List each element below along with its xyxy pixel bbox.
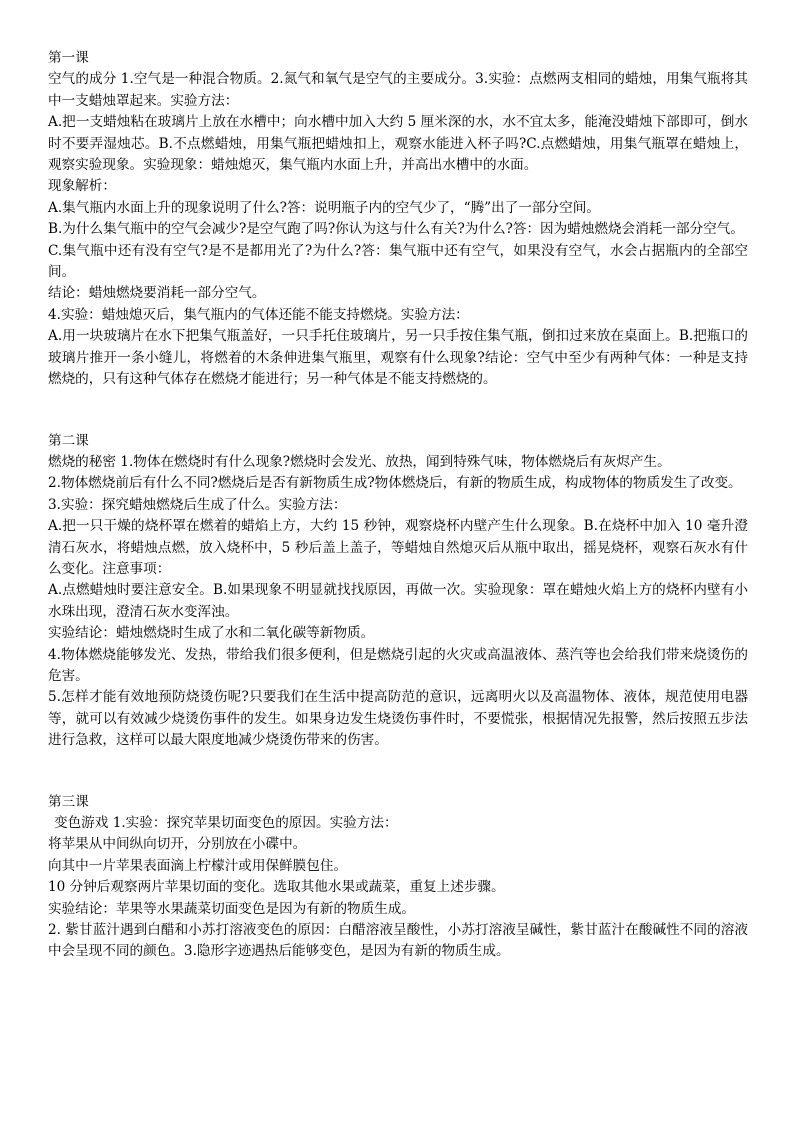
document-page bbox=[48, 48, 748, 963]
lesson-1-paragraph: A.把一支蜡烛粘在玻璃片上放在水槽中；向水槽中加入大约 5 厘米深的水，水不宜太多，能淹没蜡烛下部即可，倒水时不要弄湿烛芯。B.不点燃蜡烛，用集气瓶把蜡烛扣上，观察水能进入杯子吗?C.点燃蜡烛，用集气瓶罩在蜡烛上，观察实验现象。实验现象：蜡烛熄灭，集气瓶内水面上升，并高出水槽中的水面。 bbox=[48, 114, 748, 174]
lesson-1-paragraph: 空气的成分 1.空气是一种混合物质。2.氮气和氧气是空气的主要成分。3.实验：点燃两支相同的蜡烛，用集气瓶将其中一支蜡烛罩起来。实验方法： bbox=[48, 71, 748, 109]
lesson-3-section bbox=[48, 792, 748, 963]
lesson-3-title: 第三课 bbox=[48, 793, 89, 810]
lesson-1-section bbox=[48, 48, 748, 391]
lesson-1-paragraph: 4.实验：蜡烛熄灭后，集气瓶内的气体还能不能支持燃烧。实验方法： bbox=[48, 306, 469, 323]
lesson-3-paragraph: 变色游戏 1.实验：探究苹果切面变色的原因。实验方法： bbox=[54, 815, 398, 831]
lesson-3-paragraph: 2. 紫甘蓝汁遇到白醋和小苏打溶液变色的原因：白醋溶液呈酸性，小苏打溶液呈碱性，紫甘蓝汁在酸碱性不同的溶液中会呈现不同的颜色。3.隐形字迹遇热后能够变色，是因为有新的物质生成。 bbox=[48, 922, 748, 960]
lesson-1-paragraph: B.为什么集气瓶中的空气会减少?是空气跑了吗?你认为这与什么有关?为什么?答：因为蜡烛燃烧会消耗一部分空气。 bbox=[48, 221, 744, 238]
lesson-2-section bbox=[48, 431, 748, 752]
lesson-1-title: 第一课 bbox=[48, 50, 89, 66]
lesson-2-paragraph: 3.实验：探究蜡烛燃烧后生成了什么。实验方法： bbox=[48, 496, 347, 513]
lesson-1-paragraph: C.集气瓶中还有没有空气?是不是都用光了?为什么?答：集气瓶中还有空气，如果没有空气，水会占据瓶内的全部空间。 bbox=[48, 242, 748, 281]
lesson-2-paragraph: 实验结论：蜡烛燃烧时生成了水和二氧化碳等新物质。 bbox=[48, 625, 375, 642]
lesson-1-paragraph: A.用一块玻璃片在水下把集气瓶盖好，一只手托住玻璃片，另一只手按住集气瓶，倒扣过来放在桌面上。B.把瓶口的玻璃片推开一条小缝儿，将燃着的木条伸进集气瓶里，观察有什么现象?结论：空气中至少有两种气体：一种是支持燃烧的，只有这种气体存在燃烧才能进行；另一种气体是不能支持燃烧的。 bbox=[48, 328, 748, 388]
lesson-2-paragraph: 燃烧的秘密 1.物体在燃烧时有什么现象?燃烧时会发光、放热，闻到特殊气味，物体燃烧后有灰烬产生。 bbox=[48, 453, 671, 470]
lesson-3-paragraph: 将苹果从中间纵向切开，分别放在小碟中。 bbox=[48, 836, 307, 853]
lesson-2-paragraph: 2.物体燃烧前后有什么不同?燃烧后是否有新物质生成?物体燃烧后，有新的物质生成，构成物体的物质发生了改变。 bbox=[48, 475, 742, 492]
lesson-3-paragraph: 实验结论：苹果等水果蔬菜切面变色是因为有新的物质生成。 bbox=[48, 900, 416, 917]
lesson-3-paragraph: 向其中一片苹果表面滴上柠檬汁或用保鲜膜包住。 bbox=[48, 857, 348, 874]
lesson-2-paragraph: 5.怎样才能有效地预防烧烫伤呢?只要我们在生活中提高防范的意识，远离明火以及高温物体、液体，规范使用电器等，就可以有效减少烧烫伤事件的发生。如果身边发生烧烫伤事件时，不要慌张，根据情况先报警，然后按照五步法进行急救，这样可以最大限度地减少烧烫伤带来的伤害。 bbox=[48, 689, 748, 749]
lesson-2-paragraph: A.把一只干燥的烧杯罩在燃着的蜡焰上方，大约 15 秒钟，观察烧杯内壁产生什么现象。B.在烧杯中加入 10 毫升澄清石灰水，将蜡烛点燃，放入烧杯中，5 秒后盖上盖子，等蜡烛自然熄灭后从瓶中取出，摇晃烧杯，观察石灰水有什么变化。注意事项： bbox=[48, 518, 748, 577]
lesson-3-paragraph: 10 分钟后观察两片苹果切面的变化。选取其他水果或蔬菜，重复上述步骤。 bbox=[48, 879, 505, 896]
lesson-1-paragraph: A.集气瓶内水面上升的现象说明了什么?答：说明瓶子内的空气少了，“腾”出了一部分空间。 bbox=[48, 199, 600, 216]
lesson-2-title: 第二课 bbox=[48, 432, 89, 449]
lesson-1-paragraph: 现象解析： bbox=[48, 178, 116, 195]
lesson-1-paragraph: 结论：蜡烛燃烧要消耗一部分空气。 bbox=[48, 285, 266, 302]
lesson-2-paragraph: A.点燃蜡烛时要注意安全。B.如果现象不明显就找找原因，再做一次。实验现象：罩在蜡烛火焰上方的烧杯内壁有小水珠出现，澄清石灰水变浑浊。 bbox=[48, 582, 748, 620]
section-spacer bbox=[48, 391, 748, 431]
section-spacer bbox=[48, 752, 748, 792]
lesson-2-paragraph: 4.物体燃烧能够发光、发热，带给我们很多便利，但是燃烧引起的火灾或高温液体、蒸汽等也会给我们带来烧烫伤的危害。 bbox=[48, 646, 748, 684]
